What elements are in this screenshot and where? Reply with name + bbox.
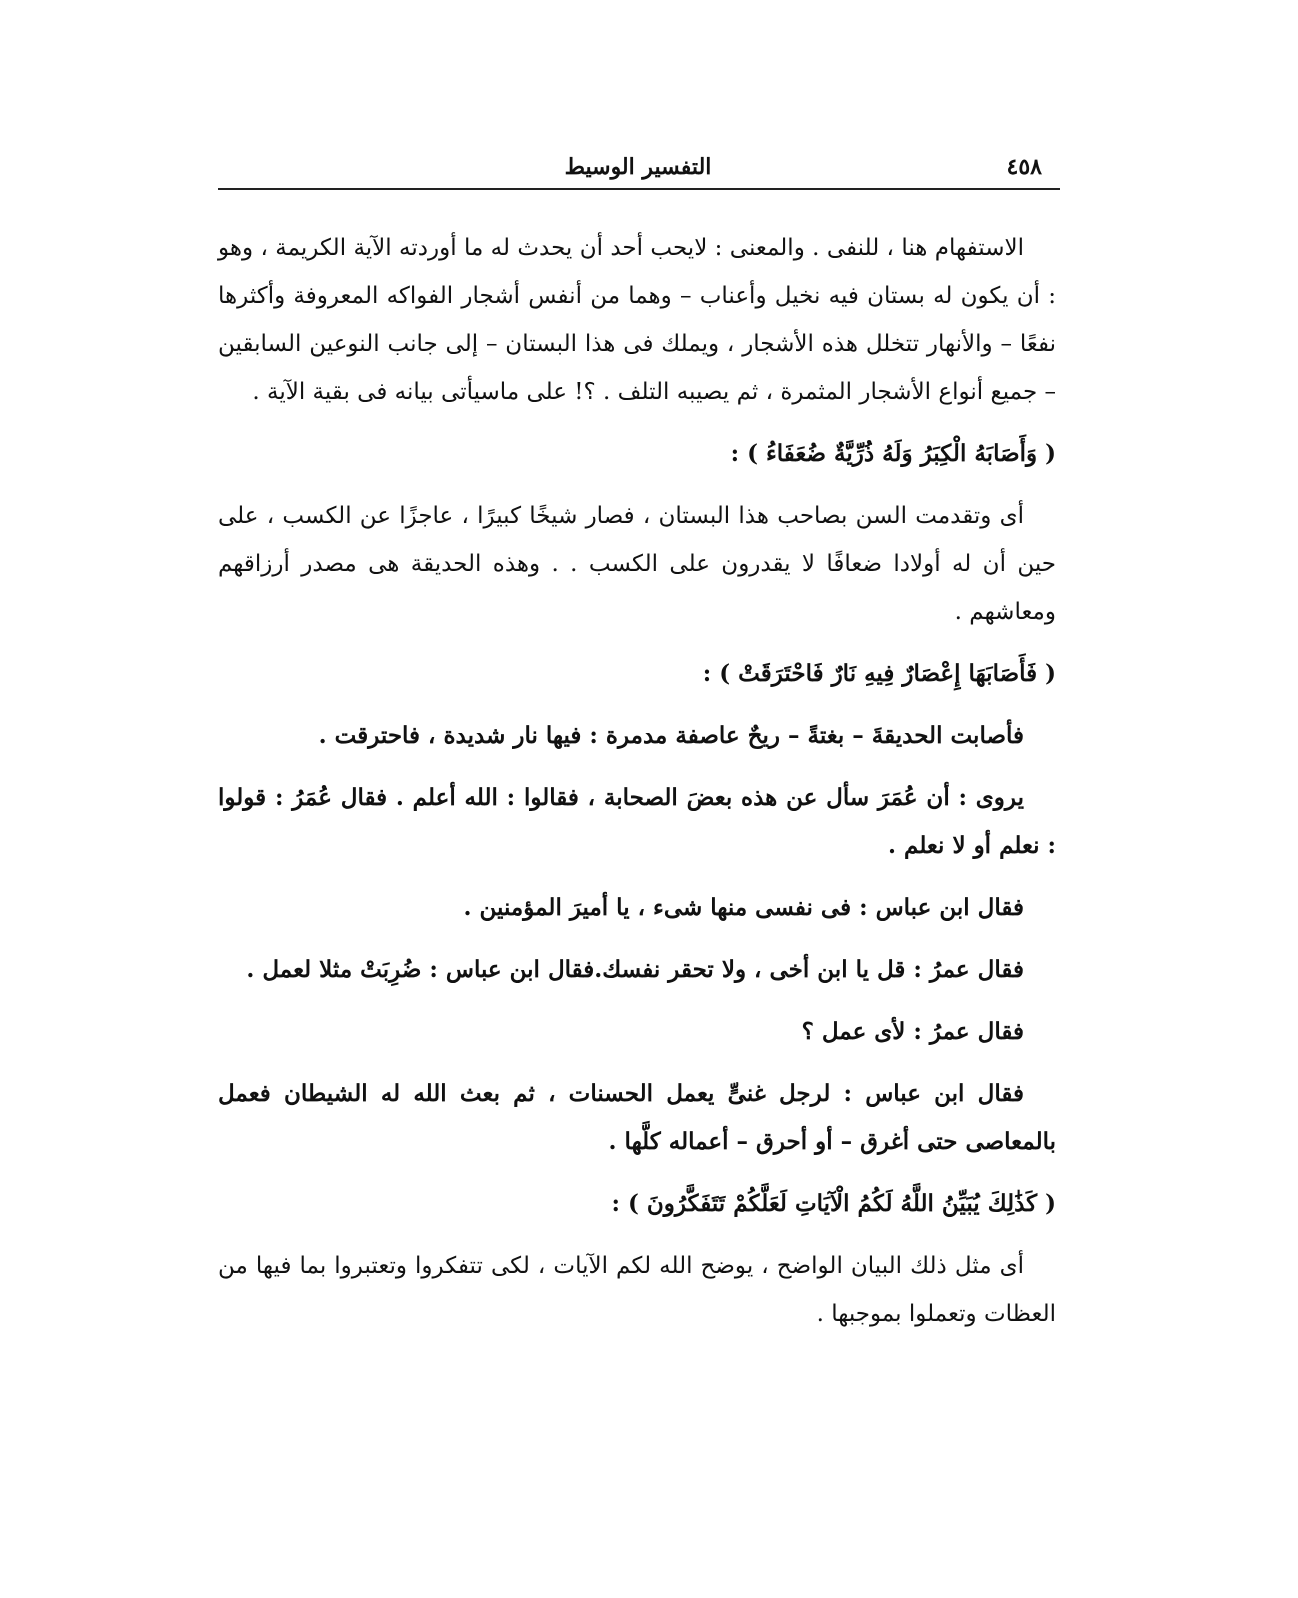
paragraph: الاستفهام هنا ، للنفى . والمعنى : لايحب أحد أن يحدث له ما أوردته الآية الكريمة ، وهو : أن يكون له بستان فيه نخيل وأعناب – وهما من أنفس أشجار الفواكه المعروفة وأكثرها نفعًا – والأنهار تتخلل هذه الأشجار ، ويملك فى هذا البستان – إلى جانب النوعين السابقين – جميع أنواع الأشجار المثمرة ، ثم يصيبه التلف . ؟! على ماسيأتى بيانه فى بقية الآية .	[218, 235, 1056, 405]
paragraph: أى وتقدمت السن بصاحب هذا البستان ، فصار شيخًا كبيرًا ، عاجزًا عن الكسب ، على حين أن له أولادا ضعافًا لا يقدرون على الكسب . . وهذه الحديقة هى مصدر أرزاقهم ومعاشهم .	[218, 503, 1056, 625]
book-title: التفسير الوسيط	[564, 154, 712, 180]
paragraph: فقال عمرُ : قل يا ابن أخى ، ولا تحقر نفسك.فقال ابن عباس : ضُرِبَتْ مثلا لعمل .	[246, 956, 1024, 983]
page-body	[218, 224, 1056, 1352]
page-number: ٤٥٨	[1006, 154, 1042, 180]
paragraph: فأصابت الحديقةَ – بغتةً – ريحٌ عاصفة مدمرة : فيها نار شديدة ، فاحترقت .	[318, 722, 1024, 749]
quran-verse: ( فَأَصَابَهَا إِعْصَارٌ فِيهِ نَارٌ فَاحْتَرَقَتْ ) :	[702, 660, 1056, 687]
paragraph: أى مثل ذلك البيان الواضح ، يوضح الله لكم الآيات ، لكى تتفكروا وتعتبروا بما فيها من العظات وتعملوا بموجبها .	[218, 1253, 1056, 1327]
page-header	[222, 150, 1054, 188]
quran-verse: ( كَذَٰلِكَ يُبَيِّنُ اللَّهُ لَكُمُ الْآيَاتِ لَعَلَّكُمْ تَتَفَكَّرُونَ ) :	[611, 1190, 1056, 1217]
quran-verse: ( وَأَصَابَهُ الْكِبَرُ وَلَهُ ذُرِّيَّةٌ ضُعَفَاءُ ) :	[730, 440, 1056, 467]
paragraph: فقال عمرُ : لأى عمل ؟	[801, 1018, 1024, 1045]
paragraph: فقال ابن عباس : لرجل غنىٍّ يعمل الحسنات ، ثم بعث الله له الشيطان فعمل بالمعاصى حتى أغرق – أو أحرق – أعماله كلَّها .	[218, 1080, 1056, 1155]
header-divider	[218, 188, 1060, 190]
paragraph: يروى : أن عُمَرَ سأل عن هذه بعضَ الصحابة ، فقالوا : الله أعلم . فقال عُمَرُ : قولوا : نعلم أو لا نعلم .	[218, 784, 1056, 859]
paragraph: فقال ابن عباس : فى نفسى منها شىء ، يا أميرَ المؤمنين .	[463, 894, 1024, 921]
